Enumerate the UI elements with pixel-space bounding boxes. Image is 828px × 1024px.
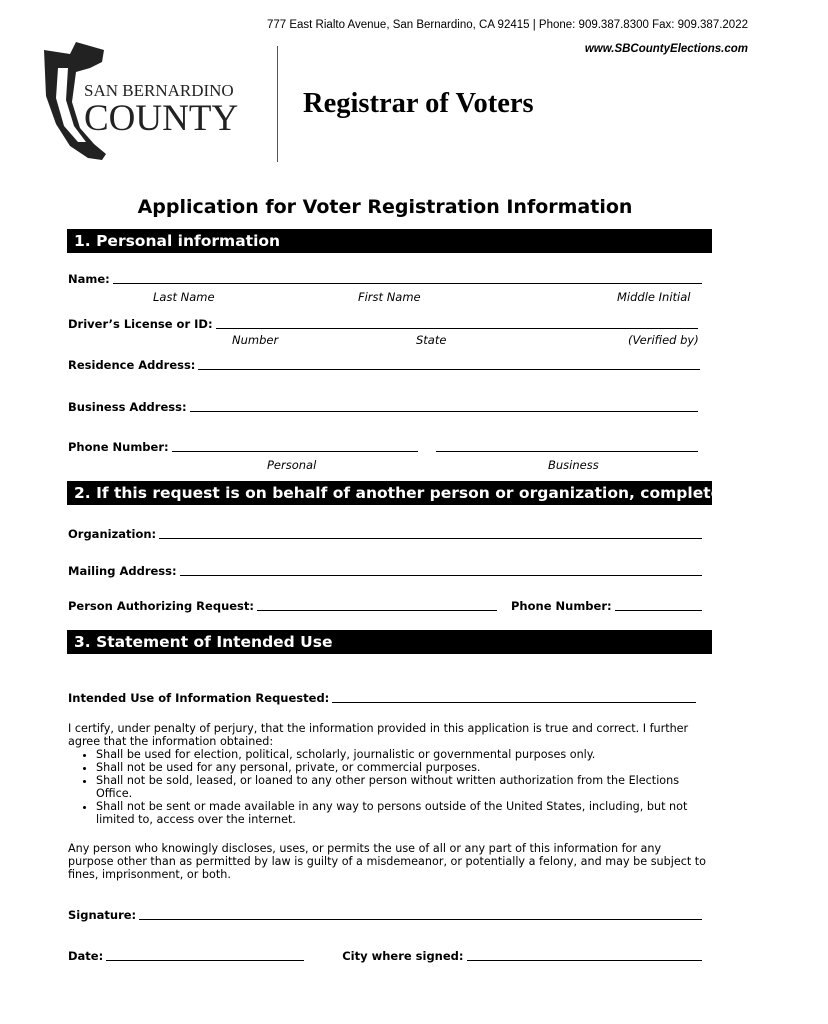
city-label: City where signed: (342, 949, 464, 963)
logo-line1: SAN BERNARDINO (84, 81, 234, 100)
obligations-list (68, 748, 708, 826)
section1-header: 1. Personal information (67, 229, 712, 253)
list-item: • Shall not be used for any personal, private, or commercial purposes. (96, 761, 708, 774)
name-field[interactable] (68, 270, 702, 286)
caption-last-name: Last Name (153, 290, 215, 304)
organization-line[interactable] (159, 538, 702, 539)
license-line[interactable] (216, 328, 698, 329)
signature-label: Signature: (68, 908, 137, 922)
intended-use-line[interactable] (332, 702, 696, 703)
business-address-label: Business Address: (68, 400, 187, 414)
name-label: Name: (68, 272, 110, 286)
signature-field[interactable] (68, 906, 702, 922)
phone-business-line[interactable] (436, 451, 698, 452)
mailing-address-field[interactable] (68, 562, 702, 578)
residence-line[interactable] (198, 369, 700, 370)
form-title: Application for Voter Registration Information (137, 196, 633, 218)
date-line[interactable] (106, 960, 304, 961)
license-field[interactable] (68, 315, 698, 331)
residence-field[interactable] (68, 356, 700, 372)
list-item: • Shall be used for election, political, scholarly, journalistic or governmental purposes only. (96, 748, 708, 761)
intended-use-label: Intended Use of Information Requested: (68, 691, 330, 705)
signature-line[interactable] (139, 919, 702, 920)
caption-verified-by: (Verified by) (628, 333, 699, 347)
header-divider (277, 46, 278, 162)
caption-number: Number (232, 333, 279, 347)
list-item: • Shall not be sold, leased, or loaned to any other person without written authorization from the Elections Office. (96, 774, 708, 800)
website-link[interactable]: www.SBCountyElections.com (584, 43, 748, 55)
contact-line: 777 East Rialto Avenue, San Bernardino, CA 92415 | Phone: 909.387.8300 Fax: 909.387.2022 (266, 19, 748, 31)
caption-business: Business (548, 458, 599, 472)
business-address-line[interactable] (190, 411, 698, 412)
intended-use-field[interactable] (68, 689, 696, 705)
certify-text: I certify, under penalty of perjury, that the information provided in this application is true and correct. I further agree that the information obtained: (68, 722, 689, 748)
organization-label: Organization: (68, 527, 157, 541)
mailing-address-label: Mailing Address: (68, 564, 177, 578)
warning-text: Any person who knowingly discloses, uses, or permits the use of all or any part of this information for any purpose other than as permitted by law is guilty of a misdemeanor, or potentially a felony, and may be subject to fines, imprisonment, or both. (68, 842, 707, 881)
date-city-field[interactable] (68, 947, 702, 963)
authorizing-label: Person Authorizing Request: (68, 599, 254, 613)
license-label: Driver’s License or ID: (68, 317, 213, 331)
section2-header: 2. If this request is on behalf of another person or organization, complete this section (67, 481, 712, 505)
business-address-field[interactable] (68, 398, 698, 414)
organization-field[interactable] (68, 525, 702, 541)
logo-line2: COUNTY (84, 98, 239, 139)
list-item: • Shall not be sent or made available in any way to persons outside of the United States, including, but not limited to, access over the internet. (96, 800, 708, 826)
date-label: Date: (68, 949, 104, 963)
authorizing-field[interactable] (68, 597, 702, 613)
caption-state: State (416, 333, 447, 347)
phone-field[interactable] (68, 438, 698, 454)
office-title: Registrar of Voters (303, 88, 534, 119)
org-phone-line[interactable] (615, 610, 702, 611)
caption-middle-initial: Middle Initial (617, 290, 691, 304)
city-line[interactable] (467, 960, 702, 961)
section3-header: 3. Statement of Intended Use (67, 630, 712, 654)
phone-label: Phone Number: (68, 440, 169, 454)
phone-personal-line[interactable] (172, 451, 418, 452)
county-logo (32, 38, 252, 164)
residence-label: Residence Address: (68, 358, 196, 372)
caption-first-name: First Name (358, 290, 421, 304)
certification-statement (68, 722, 708, 826)
authorizing-line[interactable] (257, 610, 497, 611)
caption-personal: Personal (267, 458, 317, 472)
mailing-address-line[interactable] (180, 575, 702, 576)
org-phone-label: Phone Number: (511, 599, 612, 613)
name-line[interactable] (113, 283, 702, 284)
